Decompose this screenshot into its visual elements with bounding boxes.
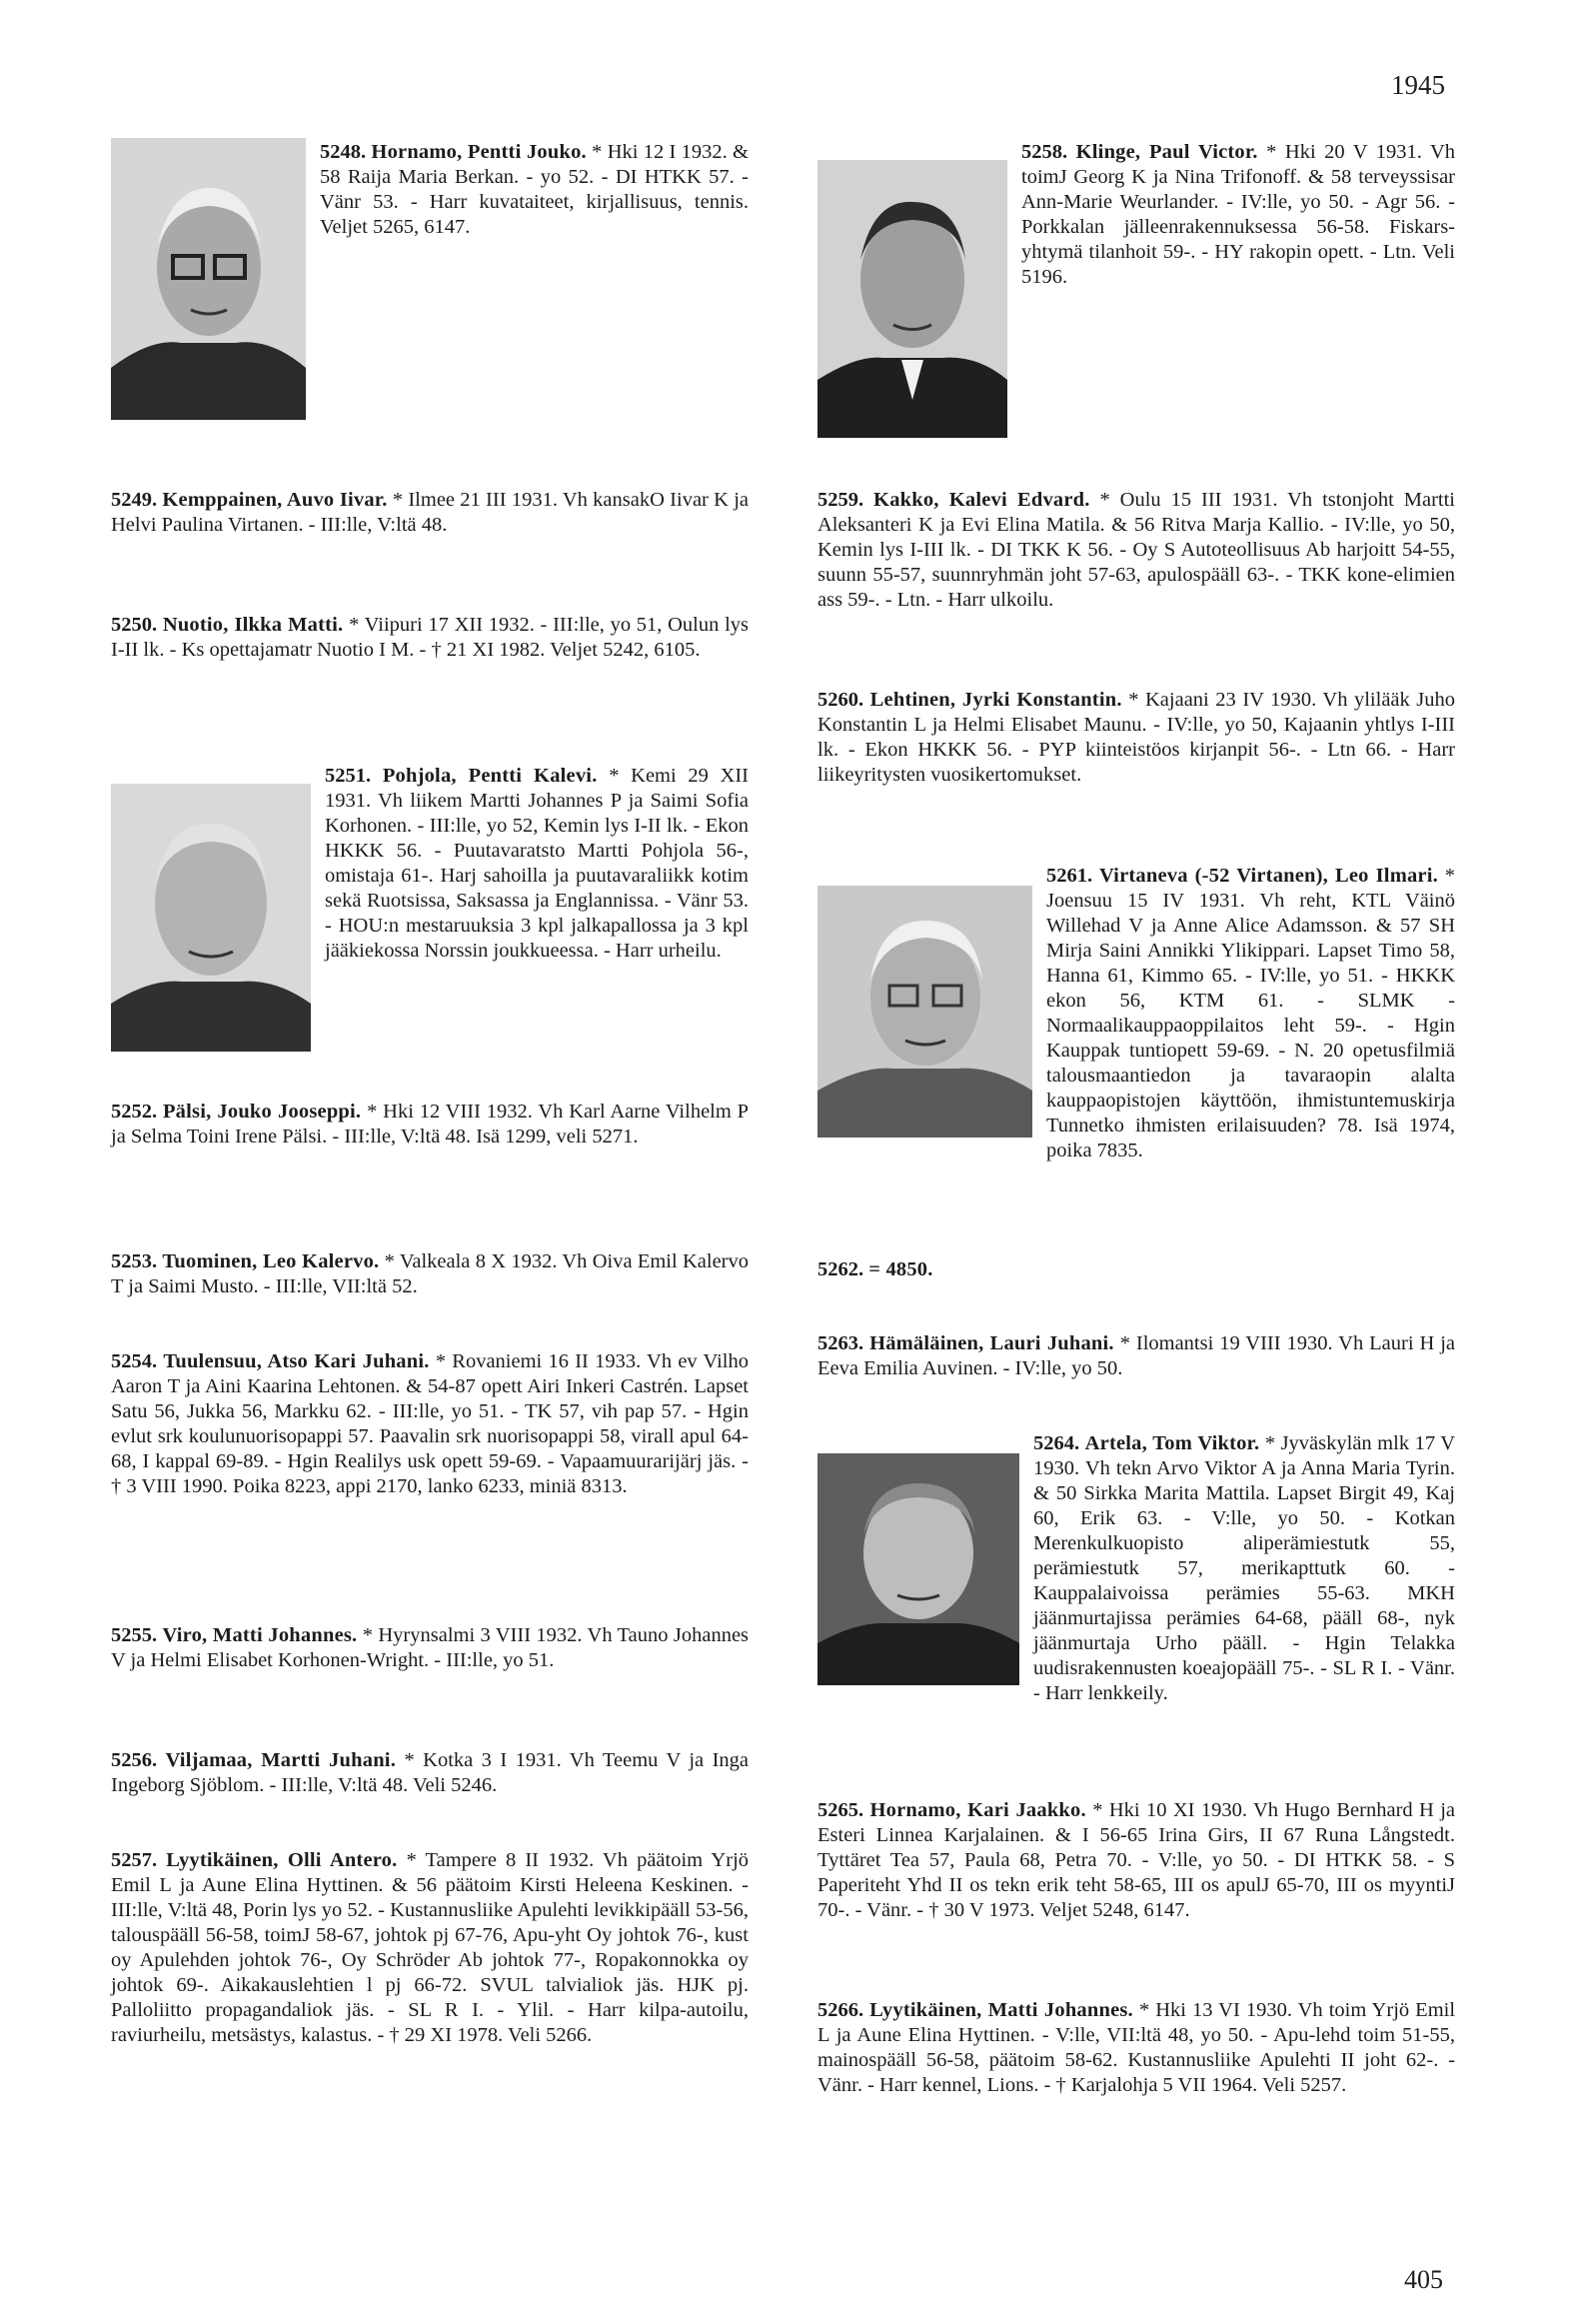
entry-name: Hornamo, Pentti Jouko. <box>371 141 587 163</box>
entry-5252 <box>111 1100 749 1150</box>
entry-number: 5254. <box>111 1350 158 1372</box>
entry-text: * Viipuri 17 XII 1932. - III:lle, yo 51, Oulun lys I-II lk. - Ks opettajamatr Nuotio I M. - † 21 XI 1982. Veljet 5242, 6105. <box>111 614 749 661</box>
entry-name: Kakko, Kalevi Edvard. <box>873 489 1090 511</box>
entry-text: * Hyrynsalmi 3 VIII 1932. Vh Tauno Johannes V ja Helmi Elisabet Korhonen-Wright. - III:lle, yo 51. <box>111 1624 750 1671</box>
entry-name: Viljamaa, Martti Juhani. <box>165 1749 397 1771</box>
portrait-photo <box>817 886 1032 1138</box>
entry-5253 <box>111 1249 749 1299</box>
entry-number: 5261. <box>1046 865 1093 887</box>
entry-5257 <box>111 1848 749 2048</box>
entry-number: 5253. <box>111 1250 158 1272</box>
entry-text: * Kemi 29 XII 1931. Vh liikem Martti Johannes P ja Saimi Sofia Korhonen. - III:lle, yo 52, Kemin lys I-II lk. - Ekon HKKK 56. - Puutavaratsto Martti Pohjola 56-, omistaja 61-. Harj sahoilla ja puutavaraliikk kotim sekä Ruotsissa, Saksassa ja Englannissa. - Vänr 53. - HOU:n mestaruuksia 3 kpl jalkapallossa ja 3 kpl jääkiekossa Norssin joukkueessa. - Harr urheilu. <box>325 765 750 962</box>
entry-text: * Oulu 15 III 1931. Vh tstonjoht Martti Aleksanteri K ja Evi Elina Matila. & 56 Ritva Marja Kallio. - IV:lle, yo 50, Kemin lys I-III lk. - DI TKK K 56. - Oy S Autoteollisuus Ab harjoitt 54-55, suunn 55-57, suunnryhmän joht 57-63, apulospääll 63-. - TKK kone-elimien ass 59-. - Ltn. - Harr ulkoilu. <box>817 489 1455 611</box>
entry-number: 5257. <box>111 1849 158 1871</box>
entry-5256 <box>111 1748 749 1798</box>
entry-text: * Hki 13 VI 1930. Vh toim Yrjö Emil L ja Aune Elina Hyttinen. - V:lle, VII:ltä 48, yo 50. - Apu-lehd toim 51-55, mainospääll 56-58, päätoim 58-62. Kustannusliike Apulehti II joht 62-. - Vänr. - Harr kennel, Lions. - † Karjalohja 5 VII 1964. Veli 5257. <box>817 1999 1456 2096</box>
entry-number: 5265. <box>817 1799 864 1821</box>
entry-number: 5262. <box>817 1258 864 1280</box>
entry-number: 5258. <box>1021 141 1068 163</box>
entry-name: = 4850. <box>868 1258 933 1280</box>
entry-name: Viro, Matti Johannes. <box>162 1624 358 1646</box>
entry-number: 5259. <box>817 489 864 511</box>
entry-name: Lehtinen, Jyrki Konstantin. <box>869 689 1122 711</box>
entry-name: Tuominen, Leo Kalervo. <box>162 1250 380 1272</box>
entry-number: 5263. <box>817 1332 864 1354</box>
entry-text: * Joensuu 15 IV 1931. Vh reht, KTL Väinö Willehad V ja Anne Alice Adamsson. & 57 SH Mirja Saini Annikki Ylikippari. Lapset Timo 58, Hanna 61, Kimmo 65. - IV:lle, yo 51. - HKKK ekon 56, KTM 61. - SLMK - Normaalikauppaoppilaitos leht 59-. - Hgin Kauppak tuntiopett 59-69. - N. 20 opetusfilmiä talousmaantiedon ja tavaraopin alalta kauppaopistojen käyttöön, ihmistuntemuskirja Tunnetko ihmisten erilaisuuden? 78. Isä 1974, poika 7835. <box>1046 865 1456 1162</box>
entry-name: Klinge, Paul Victor. <box>1075 141 1258 163</box>
entry-text: * Kotka 3 I 1931. Vh Teemu V ja Inga Ingeborg Sjöblom. - III:lle, V:ltä 48. Veli 5246. <box>111 1749 749 1796</box>
portrait-photo <box>111 138 306 420</box>
entry-number: 5250. <box>111 614 158 636</box>
entry-5260 <box>817 688 1455 788</box>
entry-5258 <box>817 140 1455 442</box>
entry-text: * Hki 12 I 1932. & 58 Raija Maria Berkan. - yo 52. - DI HTKK 57. - Vänr 53. - Harr kuvataiteet, kirjallisuus, tennis. Veljet 5265, 6147. <box>320 141 750 238</box>
entry-number: 5252. <box>111 1101 158 1123</box>
entry-name: Kemppainen, Auvo Iivar. <box>162 489 388 511</box>
entry-number: 5264. <box>1033 1432 1080 1454</box>
entry-text: * Ilomantsi 19 VIII 1930. Vh Lauri H ja Eeva Emilia Auvinen. - IV:lle, yo 50. <box>817 1332 1456 1379</box>
entry-name: Tuulensuu, Atso Kari Juhani. <box>163 1350 430 1372</box>
entry-number: 5248. <box>320 141 367 163</box>
entry-5261 <box>817 864 1455 1163</box>
entry-name: Nuotio, Ilkka Matti. <box>162 614 344 636</box>
entry-number: 5251. <box>325 765 372 787</box>
entry-5266 <box>817 1998 1455 2098</box>
entry-name: Virtaneva (-52 Virtanen), Leo Ilmari. <box>1098 865 1438 887</box>
entry-text: * Hki 20 V 1931. Vh toimJ Georg K ja Nina Trifonoff. & 58 terveyssisar Ann-Marie Weurlander. - IV:lle, yo 50. - Agr 56. - Porkkalan jälleenrakennuksessa 56-58. Fiskars-yhtymä tilanhoit 59-. - HY rakopin opett. - Ltn. Veli 5196. <box>1021 141 1456 288</box>
entry-5264 <box>817 1431 1455 1706</box>
entry-text: * Jyväskylän mlk 17 V 1930. Vh tekn Arvo Viktor A ja Anna Maria Tyrin. & 50 Sirkka Marita Mattila. Lapset Birgit 49, Kaj 60, Erik 63. - V:lle, yo 50. - Kotkan Merenkulkuopisto aliperämiestutk 55, perämiestutk 57, merikapttutk 60. - Kauppalaivoissa perämies 55-63. MKH jäänmurtajissa perämies 64-68, pääll 68-, nyk jäänmurtaja Urho pääll. - Hgin Telakka uudisrakennusten koeajopääll 75-. - SL R I. - Vänr. - Harr lenkkeily. <box>1033 1432 1456 1704</box>
entry-name: Hämäläinen, Lauri Juhani. <box>869 1332 1114 1354</box>
entry-name: Hornamo, Kari Jaakko. <box>869 1799 1086 1821</box>
entry-5259 <box>817 488 1455 613</box>
portrait-photo <box>817 1453 1019 1685</box>
entry-text: * Valkeala 8 X 1932. Vh Oiva Emil Kalervo T ja Saimi Musto. - III:lle, VII:ltä 52. <box>111 1250 750 1297</box>
entry-5250 <box>111 613 749 663</box>
entry-5263 <box>817 1331 1455 1381</box>
portrait-photo <box>817 160 1007 438</box>
page-number: 405 <box>1404 2265 1443 2294</box>
entry-5254 <box>111 1349 749 1499</box>
entry-name: Lyytikäinen, Matti Johannes. <box>869 1999 1133 2021</box>
entry-text: * Kajaani 23 IV 1930. Vh ylilääk Juho Konstantin L ja Helmi Elisabet Maunu. - IV:lle, yo 50, Kajaanin yhtlys I-III lk. - Ekon HKKK 56. - PYP kiinteistöos kirjanpit 56-. - Ltn 66. - Harr liikeyritysten vuosikertomukset. <box>817 689 1456 786</box>
entry-number: 5255. <box>111 1624 158 1646</box>
portrait-photo <box>111 784 311 1052</box>
entry-text: * Rovaniemi 16 II 1933. Vh ev Vilho Aaron T ja Aini Kaarina Lehtonen. & 54-87 opett Airi Inkeri Castrén. Lapset Satu 56, Jukka 56, Markku 62. - III:lle, yo 51. - TK 57, vih pap 57. - Hgin evlut srk koulunuorisopappi 57. Paavalin srk nuorisopappi 58, virall apul 64-68, I kappal 69-89. - Hgin Realilys usk opett 59-69. - Vapaamuurarijärj jäs. - † 3 VIII 1990. Poika 8223, appi 2170, lanko 6233, miniä 8313. <box>111 1350 750 1497</box>
entry-text: * Tampere 8 II 1932. Vh päätoim Yrjö Emil L ja Aune Elina Hyttinen. & 56 päätoim Kirsti Heleena Keskinen. - III:lle, V:ltä 48, Porin lys yo 52. - Kustannusliike Apulehti levikkipääll 53-56, talouspääll 56-58, toimJ 58-67, johtok pj 67-76, Apu-yht Oy johtok 76-, kust oy Apulehden johtok 76-, Oy Schröder Ab johtok 77-, Ropakonnokka oy johtok 69-. Aikakauslehtien l pj 66-72. SVUL talvialiok jäs. HJK pj. Palloliitto propagandaliok jäs. - SL R I. - Ylil. - Harr kilpa-autoilu, raviurheilu, metsästys, kalastus. - † 29 XI 1978. Veli 5266. <box>111 1849 750 2046</box>
entry-number: 5256. <box>111 1749 158 1771</box>
entry-5248 <box>111 140 749 424</box>
entry-5255 <box>111 1623 749 1673</box>
entry-name: Lyytikäinen, Olli Antero. <box>166 1849 398 1871</box>
entry-5251 <box>111 764 749 1056</box>
entry-text: * Hki 10 XI 1930. Vh Hugo Bernhard H ja Esteri Linnea Karjalainen. & I 56-65 Irina Girs, II 67 Runa Långstedt. Tyttäret Tea 57, Paula 68, Petra 70. - V:lle, yo 50. - DI HTKK 58. - S Paperiteht Yhd II os tekn erik teht 58-65, III os apulJ 65-70, III os myyntiJ 70-. - Vänr. - † 30 V 1973. Veljet 5248, 6147. <box>817 1799 1456 1921</box>
entry-5265 <box>817 1798 1455 1923</box>
entry-5262 <box>817 1257 1455 1282</box>
entry-text: * Ilmee 21 III 1931. Vh kansakO Iivar K ja Helvi Paulina Virtanen. - III:lle, V:ltä 48. <box>111 489 750 536</box>
entry-name: Artela, Tom Viktor. <box>1084 1432 1260 1454</box>
page-year: 1945 <box>1391 70 1445 100</box>
entry-number: 5260. <box>817 689 864 711</box>
entry-number: 5266. <box>817 1999 864 2021</box>
entry-5249 <box>111 488 749 538</box>
entry-name: Pälsi, Jouko Jooseppi. <box>162 1101 362 1123</box>
entry-number: 5249. <box>111 489 158 511</box>
entry-text: * Hki 12 VIII 1932. Vh Karl Aarne Vilhelm P ja Selma Toini Irene Pälsi. - III:lle, V:ltä 48. Isä 1299, veli 5271. <box>111 1101 750 1148</box>
entry-name: Pohjola, Pentti Kalevi. <box>382 765 598 787</box>
